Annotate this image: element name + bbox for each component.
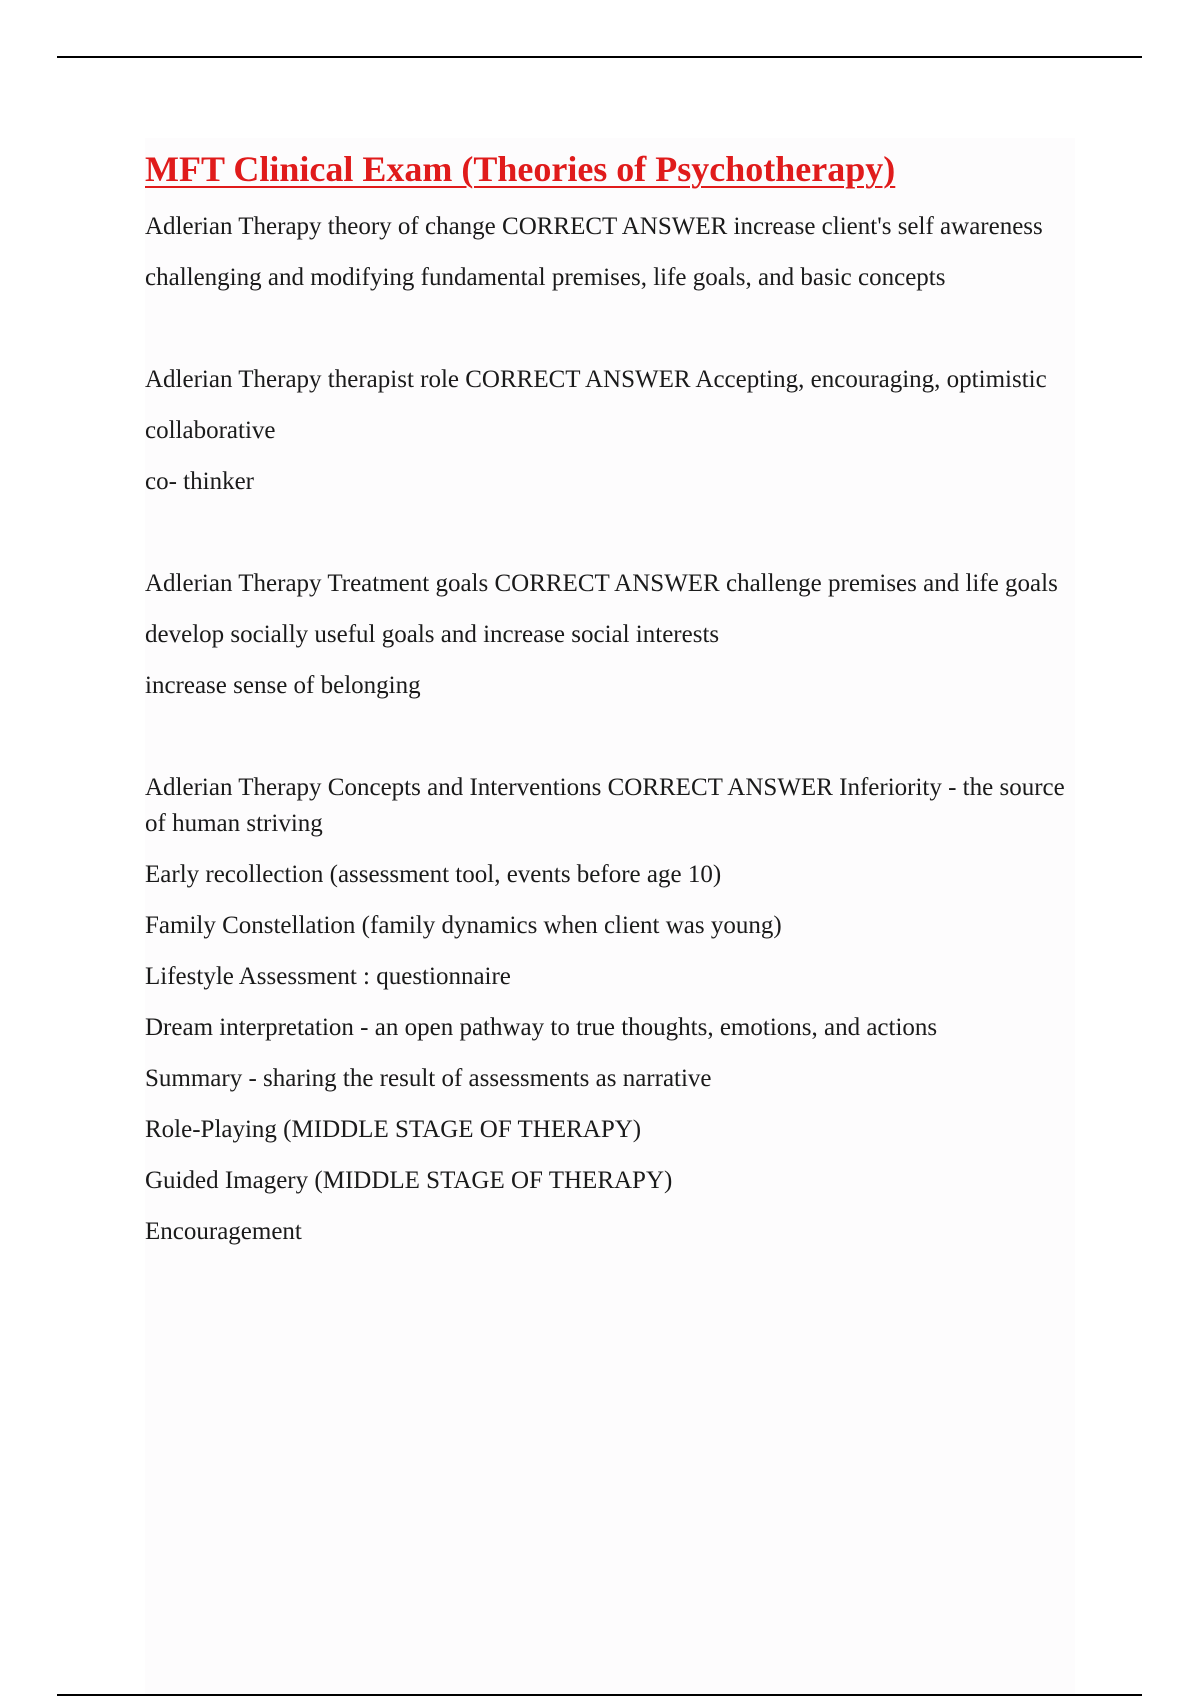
answer-line: Encouragement [145,1218,302,1246]
answer-line: collaborative [145,417,276,445]
question-text: Adlerian Therapy Treatment goals CORRECT ANSWER challenge premises and life goals [145,570,1058,598]
answer-line: Family Constellation (family dynamics when client was young) [145,912,782,940]
answer-line: develop socially useful goals and increase social interests [145,621,720,649]
answer-line: Guided Imagery (MIDDLE STAGE OF THERAPY) [145,1167,673,1195]
answer-line: challenging and modifying fundamental premises, life goals, and basic concepts [145,264,946,292]
top-rule [57,56,1142,58]
document-title: MFT Clinical Exam (Theories of Psychotherapy) [145,149,896,189]
qa-entry-theory-of-change [145,209,1075,296]
question-text: Adlerian Therapy Concepts and Interventions CORRECT ANSWER Inferiority - the source of human striving [145,774,1065,838]
bottom-rule [57,1694,1142,1696]
qa-entry-concepts-interventions [145,770,1075,1250]
document-page [145,138,1075,1694]
question-text: Adlerian Therapy theory of change CORRECT ANSWER increase client's self awareness [145,213,1043,241]
answer-line: Lifestyle Assessment : questionnaire [145,963,511,991]
answer-line: Summary - sharing the result of assessments as narrative [145,1065,712,1093]
answer-line: co- thinker [145,468,254,496]
qa-entry-therapist-role [145,362,1075,500]
answer-line: increase sense of belonging [145,672,421,700]
answer-line: Early recollection (assessment tool, events before age 10) [145,861,722,889]
qa-entry-treatment-goals [145,566,1075,704]
answer-line: Dream interpretation - an open pathway to true thoughts, emotions, and actions [145,1014,938,1042]
answer-line: Role-Playing (MIDDLE STAGE OF THERAPY) [145,1116,642,1144]
question-text: Adlerian Therapy therapist role CORRECT ANSWER Accepting, encouraging, optimistic [145,366,1047,394]
